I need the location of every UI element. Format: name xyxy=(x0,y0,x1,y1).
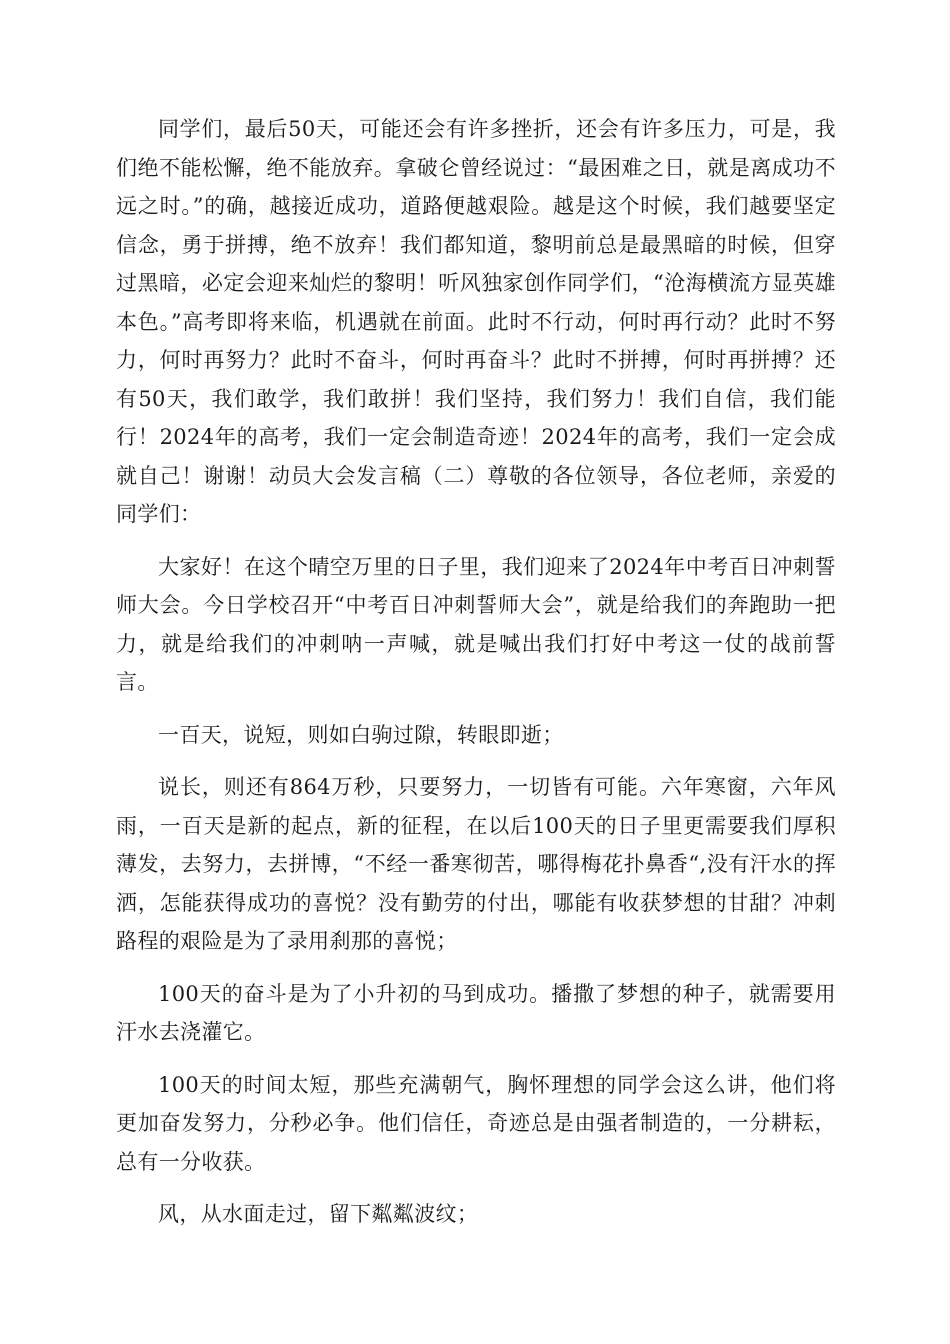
paragraph: 100天的时间太短，那些充满朝气，胸怀理想的同学会这么讲，他们将更加奋发努力，分秒必争。他们信任，奇迹总是由强者制造的，一分耕耘，总有一分收获。 xyxy=(116,1072,836,1174)
document-body xyxy=(116,110,836,1248)
paragraph: 100天的奋斗是为了小升初的马到成功。播撒了梦想的种子，就需要用汗水去浇灌它。 xyxy=(116,981,836,1044)
paragraph: 说长，则还有864万秒，只要努力，一切皆有可能。六年寒窗，六年风雨，一百天是新的起点，新的征程，在以后100天的日子里更需要我们厚积薄发，去努力，去拼博，“不经一番寒彻苦，哪得梅花扑鼻香“,没有汗水的挥洒，怎能获得成功的喜悦？没有勤劳的付出，哪能有收获梦想的甘甜？冲刺路程的艰险是为了录用刹那的喜悦； xyxy=(116,775,836,953)
paragraph: 风，从水面走过，留下粼粼波纹； xyxy=(158,1202,479,1226)
paragraph: 一百天，说短，则如白驹过隙，转眼即逝； xyxy=(158,722,564,747)
paragraph: 大家好！在这个晴空万里的日子里，我们迎来了2024年中考百日冲刺誓师大会。今日学校召开“中考百日冲刺誓师大会”，就是给我们的奔跑助一把力，就是给我们的冲刺呐一声喊，就是喊出我们打好中考这一仗的战前誓言。 xyxy=(116,554,836,694)
paragraph: 同学们，最后50天，可能还会有许多挫折，还会有许多压力，可是，我们绝不能松懈，绝不能放弃。拿破仑曾经说过：“最困难之日，就是离成功不远之时。”的确，越接近成功，道路便越艰险。越是这个时候，我们越要坚定信念，勇于拼搏，绝不放弃！我们都知道，黎明前总是最黑暗的时候，但穿过黑暗，必定会迎来灿烂的黎明！听风独家创作同学们，“沧海横流方显英雄本色。”高考即将来临，机遇就在前面。此时不行动，何时再行动？此时不努力，何时再努力？此时不奋斗，何时再奋斗？此时不拼搏，何时再拼搏？还有50天，我们敢学，我们敢拼！我们坚持，我们努力！我们自信，我们能行！2024年的高考，我们一定会制造奇迹！2024年的高考，我们一定会成就自己！谢谢！动员大会发言稿（二）尊敬的各位领导，各位老师，亲爱的同学们： xyxy=(116,117,836,526)
